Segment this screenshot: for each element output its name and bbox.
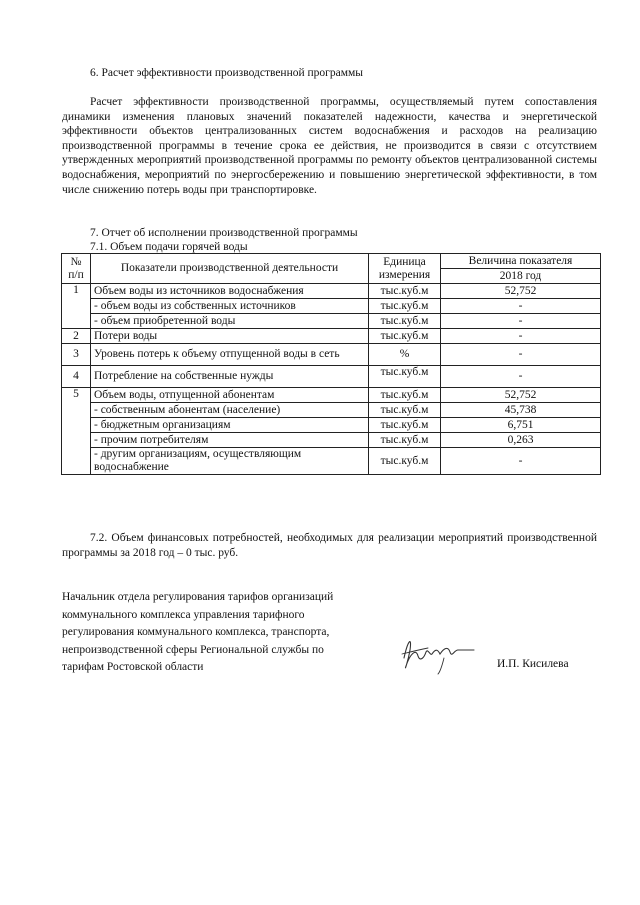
cell-num: 2 [62,329,91,344]
header-unit: Единица измерения [369,254,441,284]
cell-value: - [441,299,601,314]
section-6-heading: 6. Расчет эффективности производственной программы [90,67,364,79]
hot-water-supply-table [61,253,601,475]
cell-indicator: - прочим потребителям [91,433,369,448]
signature-line: непроизводственной сферы Региональной службы по [62,643,324,656]
cell-indicator: Потребление на собственные нужды [91,366,369,388]
cell-value: 52,752 [441,388,601,403]
section-7-1-heading: 7.1. Объем подачи горячей воды [90,241,248,253]
cell-value: 45,738 [441,403,601,418]
cell-indicator: - объем приобретенной воды [91,314,369,329]
table-row [62,314,601,329]
header-indicator: Показатели производственной деятельности [91,254,369,284]
table-row [62,403,601,418]
cell-unit: тыс.куб.м [369,299,441,314]
table-row [62,284,601,299]
cell-indicator: Объем воды, отпущенной абонентам [91,388,369,403]
header-year: 2018 год [441,269,601,284]
signature-line: регулирования коммунального комплекса, транспорта, [62,626,330,638]
signature-block [62,589,392,677]
cell-unit: тыс.куб.м [369,314,441,329]
cell-value: - [441,314,601,329]
cell-unit: тыс.куб.м [369,418,441,433]
cell-indicator: - другим организациям, осуществляющим водоснабжение [91,448,369,475]
cell-value: - [441,329,601,344]
cell-value: 0,263 [441,433,601,448]
section-7-heading: 7. Отчет об исполнении производственной программы [90,227,358,239]
cell-unit: тыс.куб.м [369,284,441,299]
cell-unit: % [369,344,441,366]
table-row [62,329,601,344]
cell-value: - [441,448,601,475]
signature-line: коммунального комплекса управления тарифного [62,608,305,621]
table-row [62,388,601,403]
cell-unit: тыс.куб.м [369,388,441,403]
cell-num: 1 [62,284,91,329]
cell-indicator: Уровень потерь к объему отпущенной воды в сеть [91,344,369,366]
table-row [62,448,601,475]
cell-unit: тыс.куб.м [369,433,441,448]
header-value: Величина показателя [441,254,601,269]
table-row [62,366,601,388]
cell-value: 52,752 [441,284,601,299]
cell-indicator: Потери воды [91,329,369,344]
cell-indicator: Объем воды из источников водоснабжения [91,284,369,299]
cell-unit: тыс.куб.м [369,329,441,344]
cell-indicator: - собственным абонентам (население) [91,403,369,418]
cell-unit: тыс.куб.м [369,403,441,418]
cell-num: 4 [62,366,91,388]
section-6-paragraph: Расчет эффективности производственной программы, осуществляемый путем сопоставления динамики изменения плановых значений показателей надежности, качества и энергетической эффективности объектов централизованных систем водоснабжения и расходов на реализацию производственной программы в течение срока ее действия, не производится в связи с отсутствием утвержденных мероприятий производственной программы по ремонту объектов централизованной системы водоснабжения, мероприятий по энергосбережению и повышению энергетической эффективности, в том числе снижению потерь воды при транспортировке. [62,96,597,196]
header-num: № п/п [62,254,91,284]
cell-unit: тыс.куб.м [369,366,441,388]
signature-line: Начальник отдела регулирования тарифов организаций [62,591,334,603]
table-row [62,433,601,448]
signer-name: И.П. Кисилева [497,658,569,670]
cell-indicator: - объем воды из собственных источников [91,299,369,314]
table-row [62,344,601,366]
cell-value: - [441,344,601,366]
handwritten-signature-icon [398,628,478,678]
cell-indicator: - бюджетным организациям [91,418,369,433]
signature-line: тарифам Ростовской области [62,661,204,673]
cell-num: 5 [62,388,91,475]
table-row [62,299,601,314]
table-row [62,418,601,433]
cell-num: 3 [62,344,91,366]
cell-unit: тыс.куб.м [369,448,441,475]
cell-value: - [441,366,601,388]
cell-value: 6,751 [441,418,601,433]
section-7-2-paragraph: 7.2. Объем финансовых потребностей, необходимых для реализации мероприятий производственной программы за 2018 год – 0 тыс. руб. [62,532,597,559]
